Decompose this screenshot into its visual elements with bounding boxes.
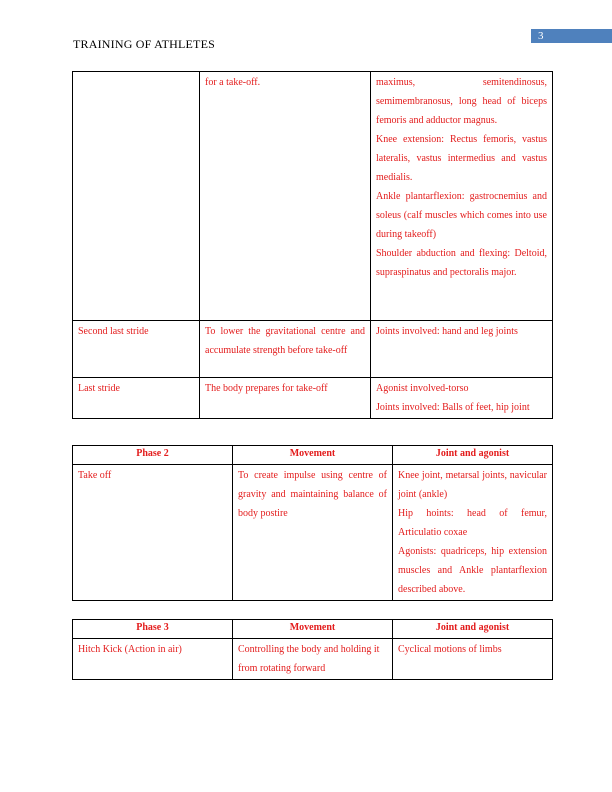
table-row xyxy=(73,321,553,378)
table-row xyxy=(73,465,553,601)
movement-cell: To lower the gravitational centre and accumulate strength before take-off xyxy=(200,321,371,378)
joint-line: Agonist involved-torso xyxy=(376,383,469,394)
joint-line: Knee extension: Rectus femoris, vastus lateralis, vastus intermedius and vastus medialis. xyxy=(376,134,547,183)
joint-line: Joints involved: hand and leg joints xyxy=(376,326,518,337)
column-header-movement: Movement xyxy=(233,446,393,465)
column-header-joint-agonist: Joint and agonist xyxy=(393,620,553,639)
movement-cell: The body prepares for take-off xyxy=(200,378,371,419)
table-header-row xyxy=(73,446,553,465)
phase-cell: Take off xyxy=(73,465,233,601)
table-header-row xyxy=(73,620,553,639)
table-row xyxy=(73,639,553,680)
joint-line: Shoulder abduction and flexing: Deltoid, supraspinatus and pectoralis major. xyxy=(376,248,547,278)
column-header-movement: Movement xyxy=(233,620,393,639)
joint-line: Hip hoints: head of femur, Articulatio coxae xyxy=(398,508,547,538)
table-row xyxy=(73,378,553,419)
joint-agonist-cell xyxy=(393,639,553,680)
phase3-table xyxy=(72,619,553,680)
page-number: 3 xyxy=(531,29,612,43)
joint-line: maximus, semitendinosus, semimembranosus, long head of biceps femoris and adductor magnus. xyxy=(376,77,547,126)
joint-agonist-cell xyxy=(371,321,553,378)
phase1-continuation-table xyxy=(72,71,553,419)
joint-line: Agonists: quadriceps, hip extension muscles and Ankle plantarflexion described above. xyxy=(398,546,547,595)
table-row xyxy=(73,72,553,321)
phase-cell: Second last stride xyxy=(73,321,200,378)
joint-agonist-cell xyxy=(393,465,553,601)
joint-line: Joints involved: Balls of feet, hip joint xyxy=(376,402,530,413)
phase-cell: Last stride xyxy=(73,378,200,419)
joint-line: Ankle plantarflexion: gastrocnemius and soleus (calf muscles which comes into use during takeoff) xyxy=(376,191,547,240)
joint-agonist-cell xyxy=(371,72,553,321)
running-header-title: TRAINING OF ATHLETES xyxy=(73,37,215,51)
movement-cell: Controlling the body and holding it from rotating forward xyxy=(233,639,393,680)
column-header-joint-agonist: Joint and agonist xyxy=(393,446,553,465)
phase-cell: Hitch Kick (Action in air) xyxy=(73,639,233,680)
joint-line: Cyclical motions of limbs xyxy=(398,644,502,655)
phase-cell xyxy=(73,72,200,321)
phase2-table xyxy=(72,445,553,601)
joint-line: Knee joint, metarsal joints, navicular joint (ankle) xyxy=(398,470,547,500)
joint-agonist-cell xyxy=(371,378,553,419)
movement-cell: for a take-off. xyxy=(200,72,371,321)
movement-cell: To create impulse using centre of gravity and maintaining balance of body postire xyxy=(233,465,393,601)
column-header-phase: Phase 2 xyxy=(73,446,233,465)
column-header-phase: Phase 3 xyxy=(73,620,233,639)
